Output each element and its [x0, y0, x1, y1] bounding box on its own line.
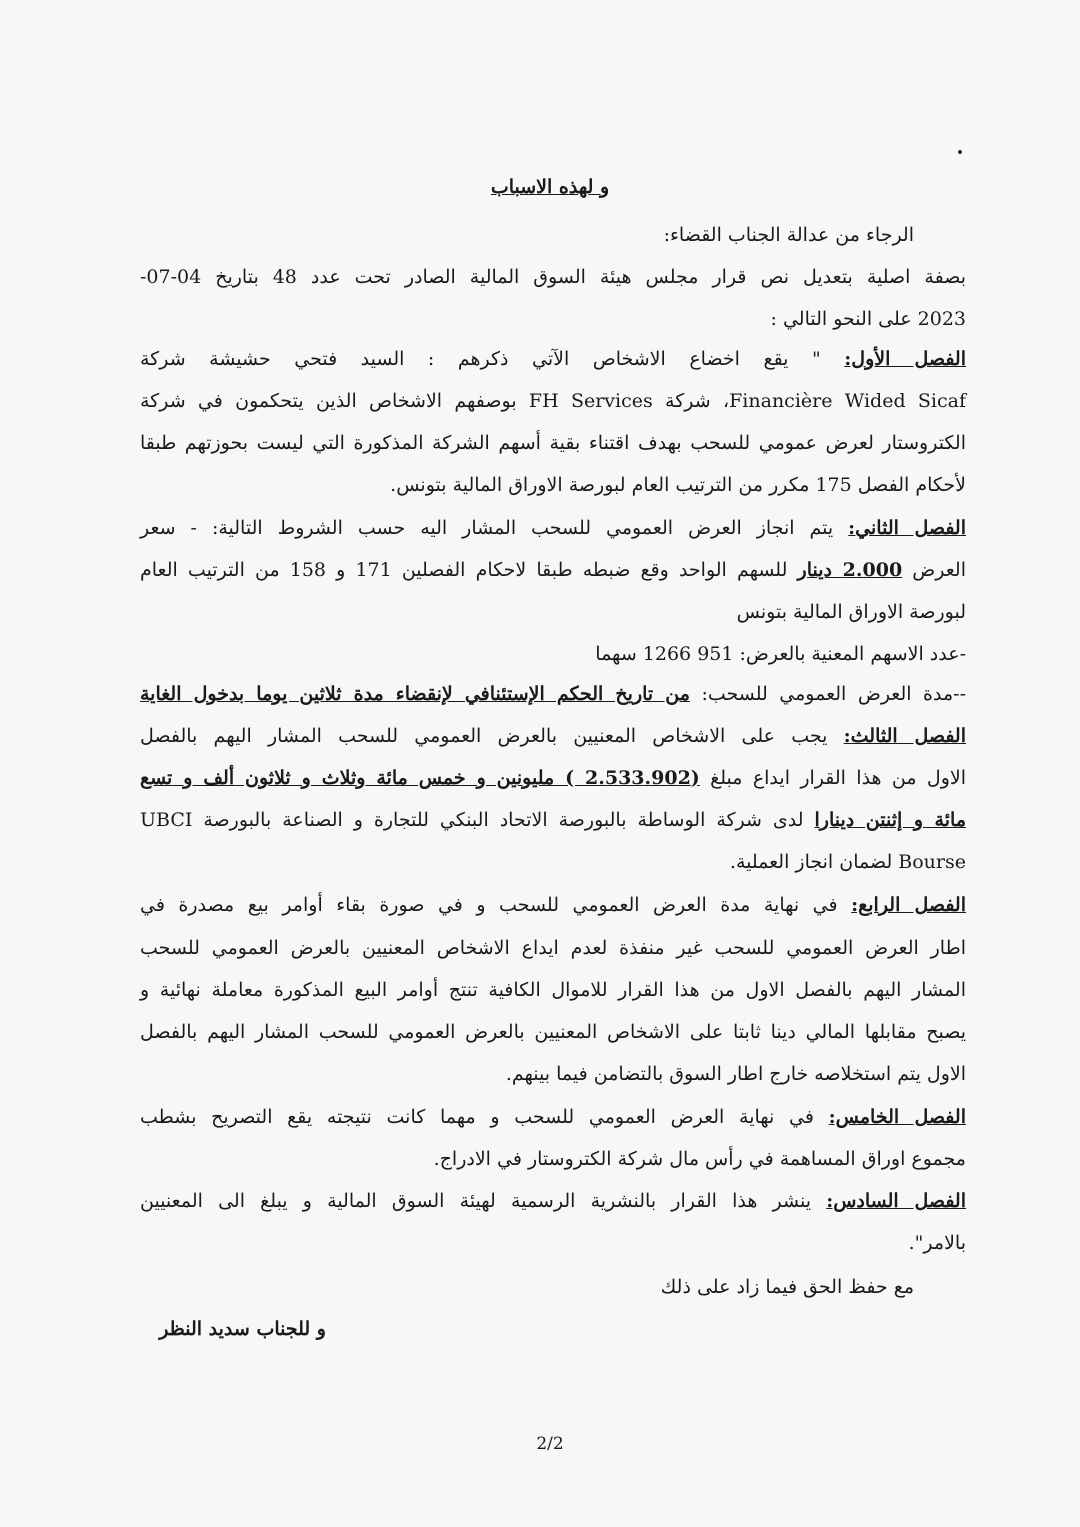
ch2-text-1: يتم انجاز العرض العمومي للسحب المشار اليه حسب الشروط التالية: - سعر — [140, 517, 834, 539]
ch4-line-2: اطار العرض العمومي للسحب غير منفذة لعدم ايداع الاشخاص المعنيين بالعرض العمومي للسحب — [140, 937, 966, 959]
ch2-title: الفصل الثاني: — [848, 517, 967, 539]
ch5-line-1 — [140, 1102, 966, 1132]
request-line: الرجاء من عدالة الجناب القضاء: — [663, 224, 914, 246]
ch2-text-2a: العرض — [912, 559, 966, 581]
stray-dot — [958, 150, 962, 154]
ch6-title: الفصل السادس: — [826, 1190, 967, 1212]
ch2-line-4: -عدد الاسهم المعنية بالعرض: 951 1266 سهما — [595, 643, 966, 665]
deposit-amount: (2.533.902 ) مليونين و خمس مائة وثلاث و ثلاثون ألف و تسع — [140, 767, 700, 789]
ch4-line-5: الاول يتم استخلاصه خارج اطار السوق بالتضامن فيما بينهم. — [505, 1063, 966, 1085]
ch2-line-3: لبورصة الاوراق المالية بتونس — [736, 601, 966, 623]
ch6-line-2: بالامر". — [908, 1232, 966, 1254]
page-number: 2/2 — [536, 1434, 564, 1454]
ch3-text-2a: الاول من هذا القرار ايداع مبلغ — [710, 767, 966, 789]
ch3-text-1: يجب على الاشخاص المعنيين بالعرض العمومي للسحب المشار اليهم بالفصل — [140, 725, 828, 747]
ch2-text-5a: --مدة العرض العمومي للسحب: — [701, 683, 966, 705]
ch3-line-2 — [140, 763, 966, 793]
ch6-line-1 — [140, 1186, 966, 1216]
ch1-text-1: " يقع اخضاع الاشخاص الآتي ذكرهم : السيد فتحي حشيشة شركة — [140, 348, 821, 370]
ch5-line-2: مجموع اوراق المساهمة في رأس مال شركة الكتروستار في الادراج. — [433, 1148, 966, 1170]
ch3-line-3 — [140, 805, 966, 835]
ch1-line-1 — [140, 344, 966, 374]
ch3-line-4: Bourse لضمان انجاز العملية. — [729, 851, 966, 873]
ch1-line-4: لأحكام الفصل 175 مكرر من الترتيب العام لبورصة الاوراق المالية بتونس. — [390, 474, 966, 496]
intro-line-2: 2023 على النحو التالي : — [770, 308, 966, 330]
ch2-line-1 — [140, 513, 966, 543]
ch4-title: الفصل الرابع: — [851, 894, 966, 916]
ch2-line-2 — [140, 555, 966, 585]
ch3-line-1 — [140, 721, 966, 751]
ch4-line-4: يصبح مقابلها المالي دينا ثابتا على الاشخاص المعنيين بالعرض العمومي للسحب المشار اليهم بالفصل — [140, 1021, 966, 1043]
ch5-title: الفصل الخامس: — [828, 1106, 966, 1128]
section-heading: و لهذه الاسباب — [490, 176, 610, 198]
ch6-text-1: ينشر هذا القرار بالنشرية الرسمية لهيئة السوق المالية و يبلغ الى المعنيين — [140, 1190, 812, 1212]
ch4-line-3: المشار اليهم بالفصل الاول من هذا القرار للاموال الكافية تنتج أوامر البيع المذكورة معاملة نهائية و — [140, 979, 966, 1001]
ch1-line-2: Financière Wided Sicaf، شركة FH Services بوصفهم الاشخاص الذين يتحكمون في شركة — [140, 390, 966, 412]
ch3-title: الفصل الثالث: — [843, 725, 966, 747]
deposit-amount-words: مائة و إثنتن دينارا — [814, 809, 966, 831]
ch4-line-1 — [140, 890, 966, 920]
ch4-text-1: في نهاية مدة العرض العمومي للسحب و في صورة بقاء أوامر بيع مصدرة في — [140, 894, 838, 916]
ch3-text-3b: لدى شركة الوساطة بالبورصة الاتحاد البنكي للتجارة و الصناعة بالبورصة UBCI — [140, 809, 804, 831]
ch1-line-3: الكتروستار لعرض عمومي للسحب بهدف اقتناء بقية أسهم الشركة المذكورة التي ليست بحوزتهم طبقا — [140, 432, 966, 454]
offer-price: 2.000 دينار — [797, 559, 903, 581]
ch5-text-1: في نهاية العرض العمومي للسحب و مهما كانت نتيجته يقع التصريح بشطب — [140, 1106, 814, 1128]
ch1-title: الفصل الأول: — [844, 348, 966, 370]
offer-duration: من تاريخ الحكم الإستئنافي لإنقضاء مدة ثلاثين يوما بدخول الغاية — [140, 683, 690, 705]
intro-line-1: بصفة اصلية بتعديل نص قرار مجلس هيئة السوق المالية الصادر تحت عدد 48 بتاريخ 04-07- — [140, 266, 966, 288]
ch2-text-2b: للسهم الواحد وقع ضبطه طبقا لاحكام الفصلين 171 و 158 من الترتيب العام — [140, 559, 788, 581]
reservation-of-rights: مع حفظ الحق فيما زاد على ذلك — [660, 1276, 914, 1298]
signoff: و للجناب سديد النظر — [159, 1318, 326, 1340]
ch2-line-5 — [140, 679, 966, 709]
